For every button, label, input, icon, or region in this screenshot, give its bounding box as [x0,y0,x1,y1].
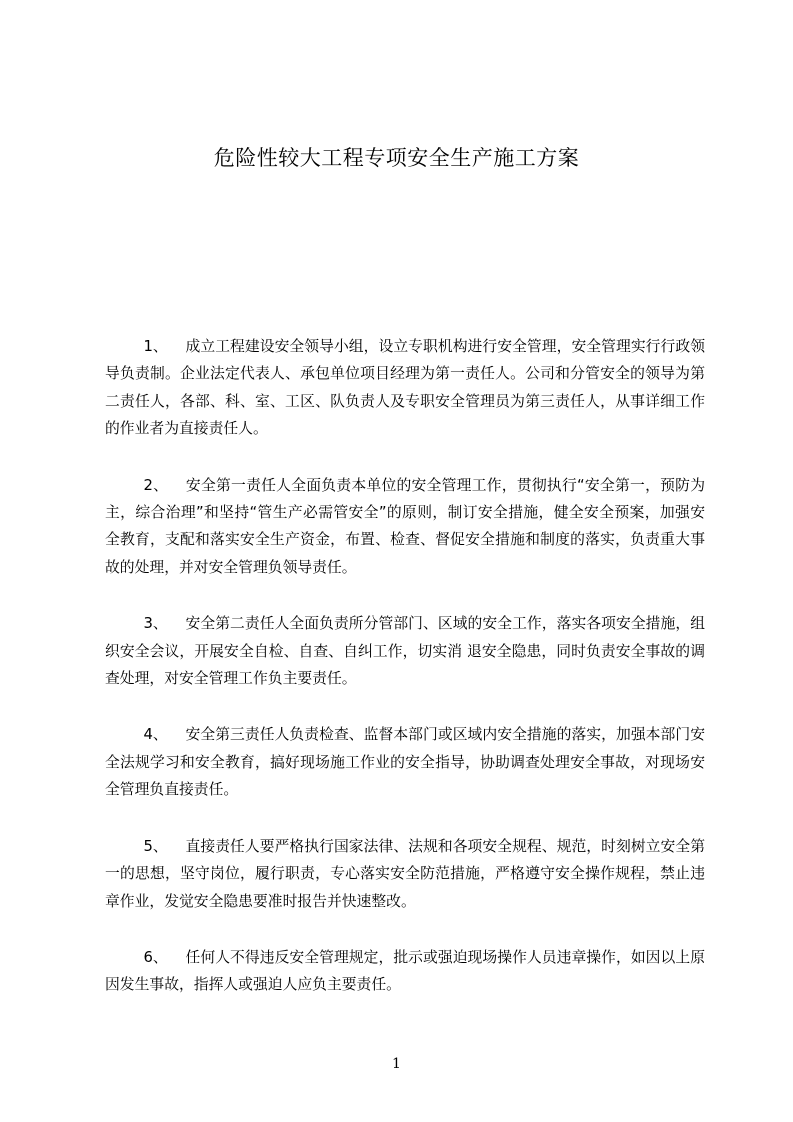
paragraph-text: 成立工程建设安全领导小组，设立专职机构进行安全管理，安全管理实行行政领导负责制。企业法定代表人、承包单位项目经理为第一责任人。公司和分管安全的领导为第二责任人，各部、科、室、工区、队负责人及专职安全管理员为第三责任人，从事详细工作的作业者为直接责任人。 [105,338,705,438]
document-title: 危险性较大工程专项安全生产施工方案 [213,146,580,170]
paragraph-3 [105,610,705,692]
paragraph-text: 任何人不得违反安全管理规定，批示或强迫现场操作人员违章操作，如因以上原因发生事故，指挥人或强迫人应负主要责任。 [105,948,705,994]
paragraph-4 [105,721,705,803]
paragraph-text: 安全第二责任人全面负责所分管部门、区域的安全工作，落实各项安全措施，组织安全会议，开展安全自检、自查、自纠工作，切实消 退安全隐患，同时负责安全事故的调查处理，对安全管理工作负主要责任。 [105,615,705,688]
paragraph-5 [105,833,705,915]
paragraph-6 [105,944,705,999]
paragraph-number: 6、 [143,948,168,966]
paragraph-text: 安全第三责任人负责检查、监督本部门或区域内安全措施的落实，加强本部门安全法规学习和安全教育，搞好现场施工作业的安全指导，协助调查处理安全事故，对现场安全管理负直接责任。 [105,726,705,799]
paragraph-number: 1、 [143,338,168,355]
paragraph-number: 3、 [143,615,168,633]
paragraph-number: 4、 [143,726,168,744]
paragraph-text: 直接责任人要严格执行国家法律、法规和各项安全规程、规范，时刻树立安全第一的思想，坚守岗位，履行职责，专心落实安全防范措施，严格遵守安全操作规程，禁止违章作业，发觉安全隐患要准时报告并快速整改。 [105,837,705,910]
paragraph-1 [105,333,705,443]
paragraph-text: 安全第一责任人全面负责本单位的安全管理工作，贯彻执行“安全第一，预防为主，综合治理”和坚持“管生产必需管安全”的原则，制订安全措施，健全安全预案，加强安全教育，支配和落实安全生产资金，布置、检查、督促安全措施和制度的落实，负责重大事故的处理，并对安全管理负领导责任。 [105,476,705,576]
page-number: 1 [392,1056,401,1072]
paragraph-number: 5、 [143,837,168,855]
document-body [105,333,705,1028]
paragraph-number: 2、 [143,476,169,494]
paragraph-2 [105,472,705,582]
